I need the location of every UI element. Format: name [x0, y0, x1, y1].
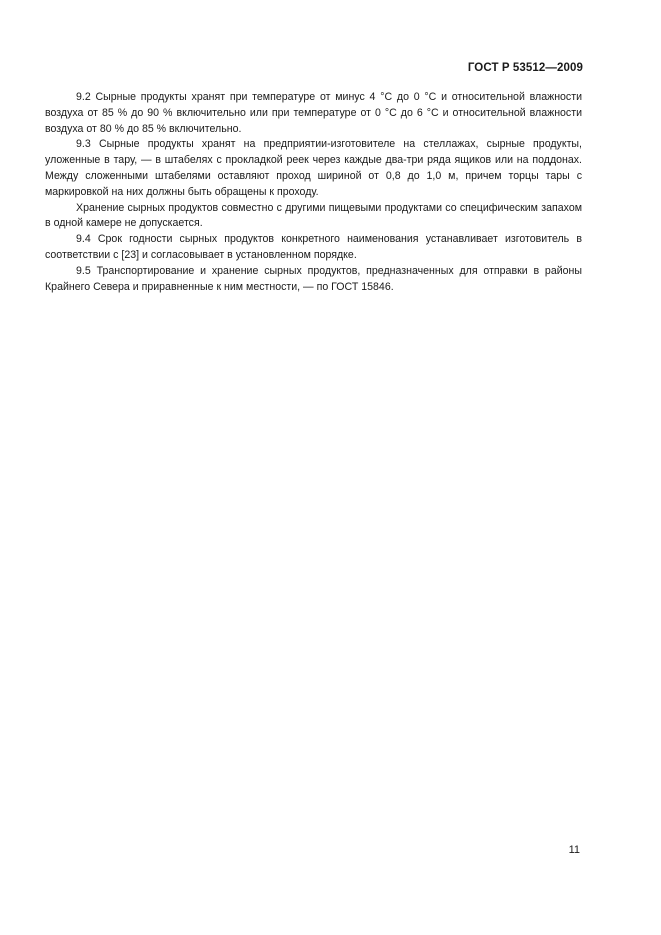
paragraph-9-5: 9.5 Транспортирование и хранение сырных продуктов, предназначенных для отправки в районы Крайнего Севера и приравненные к ним местности, — по ГОСТ 15846. [45, 264, 582, 293]
document-code: ГОСТ Р 53512—2009 [467, 62, 583, 74]
paragraph-storage-restriction: Хранение сырных продуктов совместно с другими пищевыми продуктами со специфическим запахом в одной камере не допускается. [45, 201, 582, 230]
paragraph-9-3: 9.3 Сырные продукты хранят на предприятии-изготовителе на стеллажах, сырные продукты, уложенные в тару, — в штабелях с прокладкой реек через каждые два-три ряда ящиков или на поддонах. Между сложенными штабелями оставляют проход шириной от 0,8 до 1,0 м, причем торцы тары с маркировкой на них должны быть обращены к проходу. [45, 138, 582, 198]
document-body [45, 90, 582, 295]
paragraph-9-4: 9.4 Срок годности сырных продуктов конкретного наименования устанавливает изготовитель в соответствии с [23] и согласовывает в установленном порядке. [45, 233, 582, 261]
page-number: 11 [568, 844, 580, 856]
paragraph-9-2: 9.2 Сырные продукты хранят при температуре от минус 4 °С до 0 °С и относительной влажности воздуха от 85 % до 90 % включительно или при температуре от 0 °С до 6 °С и относительной влажности воздуха от 80 % до 85 % включительно. [45, 91, 582, 135]
